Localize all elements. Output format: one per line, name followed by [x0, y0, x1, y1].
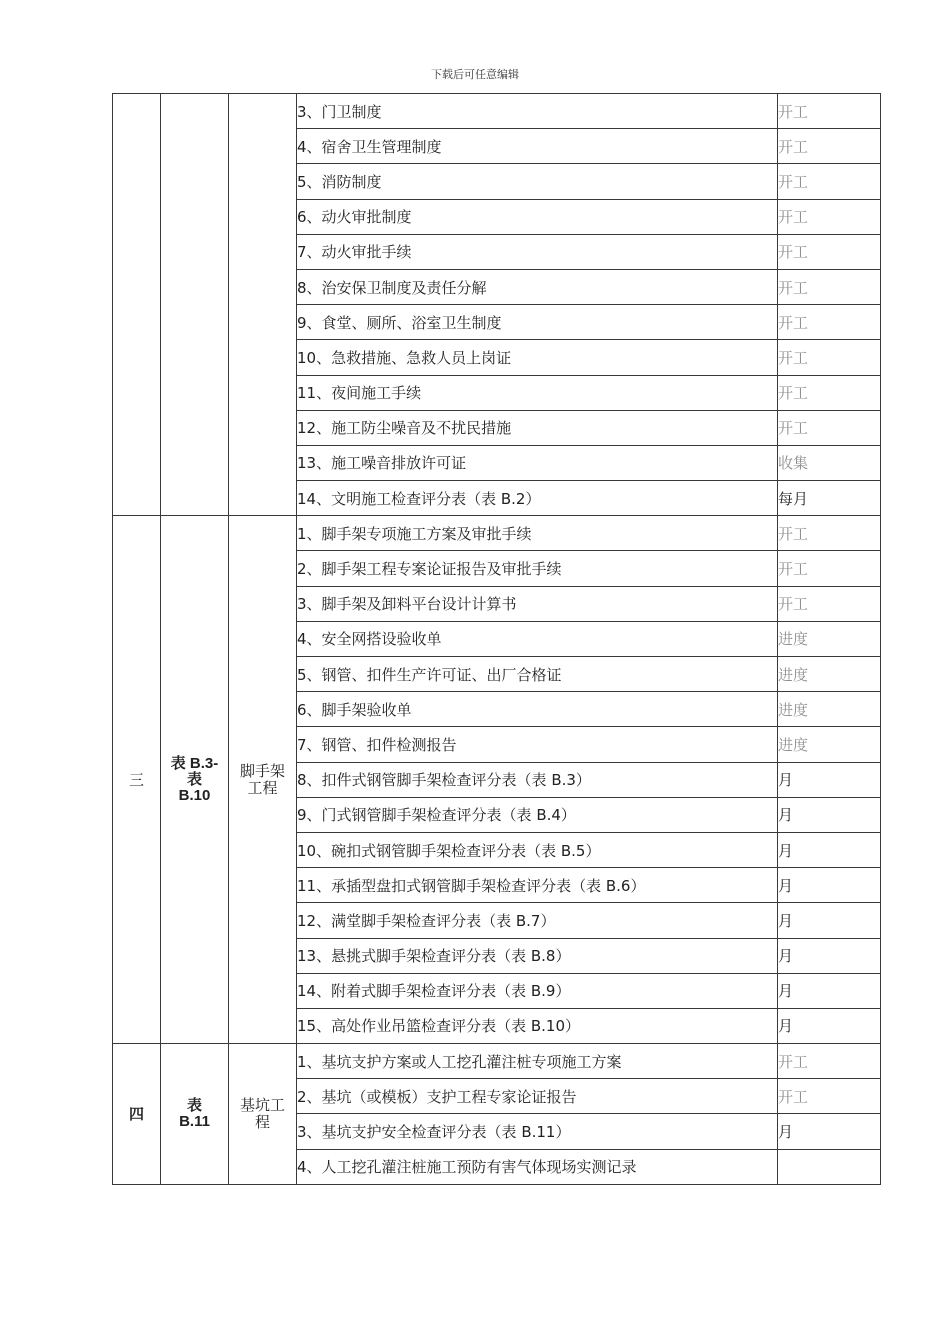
frequency-cell: 进度 [778, 657, 881, 692]
frequency-cell: 开工 [778, 1079, 881, 1114]
section-number-cell [113, 94, 161, 516]
frequency-cell: 开工 [778, 129, 881, 164]
table-ref-cell [161, 1044, 229, 1185]
item-cell: 10、碗扣式钢管脚手架检查评分表（表 B.5） [297, 832, 778, 867]
frequency-cell: 月 [778, 1008, 881, 1043]
category-text: 脚手架 [239, 761, 285, 780]
frequency-cell: 开工 [778, 340, 881, 375]
frequency-cell: 开工 [778, 410, 881, 445]
item-cell: 6、动火审批制度 [297, 199, 778, 234]
item-cell: 7、动火审批手续 [297, 234, 778, 269]
item-cell: 4、人工挖孔灌注桩施工预防有害气体现场实测记录 [297, 1149, 778, 1184]
item-cell: 2、基坑（或模板）支护工程专家论证报告 [297, 1079, 778, 1114]
frequency-cell: 月 [778, 973, 881, 1008]
item-cell: 3、脚手架及卸料平台设计计算书 [297, 586, 778, 621]
item-cell: 12、施工防尘噪音及不扰民措施 [297, 410, 778, 445]
item-cell: 15、高处作业吊篮检查评分表（表 B.10） [297, 1008, 778, 1043]
item-cell: 8、治安保卫制度及责任分解 [297, 269, 778, 304]
frequency-cell: 收集 [778, 445, 881, 480]
table-ref-text: B.10 [178, 786, 211, 804]
item-cell: 13、施工噪音排放许可证 [297, 445, 778, 480]
item-cell: 11、承插型盘扣式钢管脚手架检查评分表（表 B.6） [297, 868, 778, 903]
table-ref-text: 表 B.3- [170, 754, 219, 772]
table-ref-cell [161, 94, 229, 516]
item-cell: 4、宿舍卫生管理制度 [297, 129, 778, 164]
item-cell: 10、急救措施、急救人员上岗证 [297, 340, 778, 375]
frequency-cell: 开工 [778, 516, 881, 551]
category-cell [229, 516, 297, 1044]
item-cell: 3、门卫制度 [297, 94, 778, 129]
inspection-document-table [112, 93, 881, 1185]
item-cell: 8、扣件式钢管脚手架检查评分表（表 B.3） [297, 762, 778, 797]
frequency-cell: 月 [778, 938, 881, 973]
frequency-cell: 月 [778, 797, 881, 832]
frequency-cell: 月 [778, 868, 881, 903]
table-row [113, 1044, 881, 1079]
item-cell: 12、满堂脚手架检查评分表（表 B.7） [297, 903, 778, 938]
category-cell [229, 94, 297, 516]
frequency-cell: 进度 [778, 692, 881, 727]
frequency-cell: 开工 [778, 551, 881, 586]
item-cell: 1、基坑支护方案或人工挖孔灌注桩专项施工方案 [297, 1044, 778, 1079]
table-row [113, 94, 881, 129]
page-header: 下载后可任意编辑 [431, 68, 519, 81]
frequency-cell: 开工 [778, 305, 881, 340]
item-cell: 11、夜间施工手续 [297, 375, 778, 410]
frequency-cell: 月 [778, 762, 881, 797]
frequency-cell: 月 [778, 832, 881, 867]
category-text: 基坑工 [239, 1095, 285, 1114]
frequency-cell: 开工 [778, 1044, 881, 1079]
frequency-cell: 开工 [778, 164, 881, 199]
section-number-cell: 四 [113, 1044, 161, 1185]
frequency-cell: 开工 [778, 269, 881, 304]
item-cell: 7、钢管、扣件检测报告 [297, 727, 778, 762]
frequency-cell: 开工 [778, 375, 881, 410]
frequency-cell: 开工 [778, 234, 881, 269]
frequency-cell: 每月 [778, 481, 881, 516]
table-ref-text: 表 [186, 770, 202, 788]
table-ref-text: B.11 [179, 1112, 210, 1130]
item-cell: 14、文明施工检查评分表（表 B.2） [297, 481, 778, 516]
frequency-cell: 月 [778, 903, 881, 938]
table-row [113, 516, 881, 551]
frequency-cell: 进度 [778, 621, 881, 656]
category-text: 程 [254, 1112, 270, 1131]
frequency-cell: 月 [778, 1114, 881, 1149]
item-cell: 14、附着式脚手架检查评分表（表 B.9） [297, 973, 778, 1008]
item-cell: 2、脚手架工程专案论证报告及审批手续 [297, 551, 778, 586]
item-cell: 6、脚手架验收单 [297, 692, 778, 727]
item-cell: 3、基坑支护安全检查评分表（表 B.11） [297, 1114, 778, 1149]
item-cell: 13、悬挑式脚手架检查评分表（表 B.8） [297, 938, 778, 973]
table-ref-cell [161, 516, 229, 1044]
frequency-cell: 开工 [778, 586, 881, 621]
item-cell: 9、门式钢管脚手架检查评分表（表 B.4） [297, 797, 778, 832]
item-cell: 5、钢管、扣件生产许可证、出厂合格证 [297, 657, 778, 692]
table-ref-text: 表 [186, 1096, 202, 1114]
item-cell: 4、安全网搭设验收单 [297, 621, 778, 656]
section-number-cell: 三 [113, 516, 161, 1044]
item-cell: 9、食堂、厕所、浴室卫生制度 [297, 305, 778, 340]
frequency-cell: 进度 [778, 727, 881, 762]
item-cell: 1、脚手架专项施工方案及审批手续 [297, 516, 778, 551]
category-text: 工程 [247, 778, 278, 797]
item-cell: 5、消防制度 [297, 164, 778, 199]
frequency-cell: 开工 [778, 94, 881, 129]
frequency-cell [778, 1149, 881, 1184]
category-cell [229, 1044, 297, 1185]
frequency-cell: 开工 [778, 199, 881, 234]
